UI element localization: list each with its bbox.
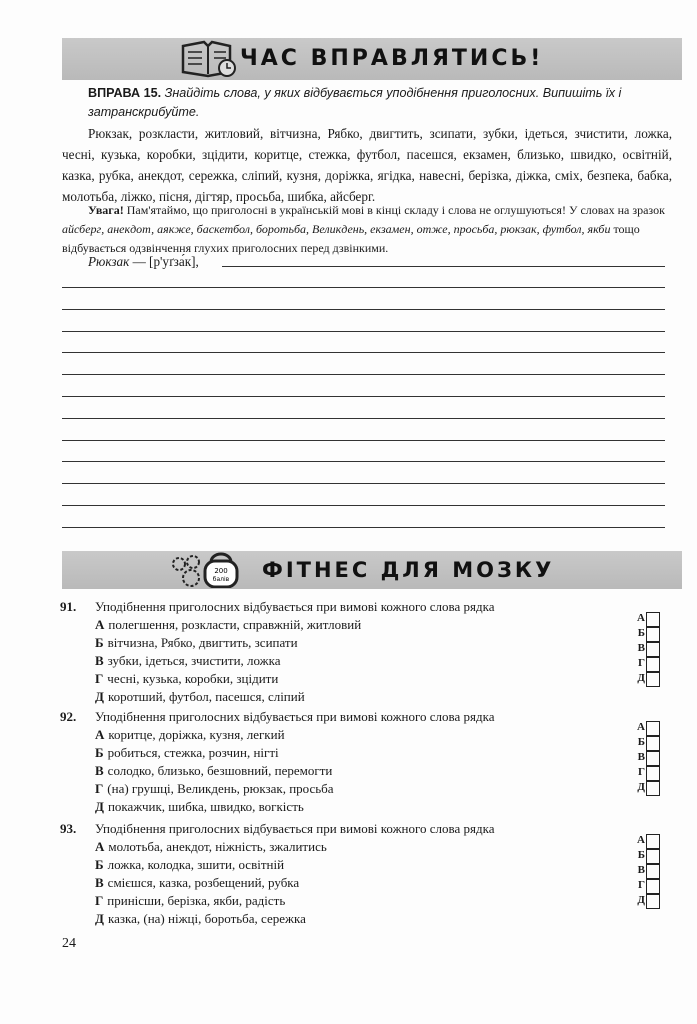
banner-title: ЧАС ВПРАВЛЯТИСЬ!	[240, 46, 544, 71]
word-list: Рюкзак, розкласти, житловий, вітчизна, Рябко, двигтить, зсипати, зубки, ідеться, зчистити, ложка, чесні, кузька, коробки, зцідити, коритце, стежка, футбол, пасешся, екзамен, близько, швидко, освітній, казка, рубка, анекдот, сережка, сліпий, кузня, доріжка, ягідка, навесні, берізка, діжка, сміх, безпека, бабка, молотьба, ліжко, пісня, дігтяр, просьба, шибка, айсберг.	[62, 126, 672, 204]
exercise-instruction	[88, 84, 678, 122]
question-number: 91.	[60, 599, 77, 614]
section-banner-fitness	[62, 551, 682, 589]
checkbox-letter: В	[637, 864, 645, 876]
answer-line[interactable]	[62, 418, 665, 419]
checkbox-letter: В	[637, 642, 645, 654]
checkbox-square[interactable]	[646, 721, 660, 736]
answer-line[interactable]	[62, 440, 665, 441]
option-text: ложка, колодка, зшити, освітній	[107, 857, 285, 872]
note-text: Пам'ятаймо, що приголосні в українській мові в кінці складу і слова не оглушуються! У словах на зразок	[123, 203, 665, 217]
checkbox-square[interactable]	[646, 864, 660, 879]
answer-checkbox[interactable]	[636, 879, 660, 894]
option-text: коритце, доріжка, кузня, легкий	[108, 727, 285, 742]
answer-option	[95, 893, 285, 909]
option-letter: Г	[95, 893, 104, 908]
answer-checkbox[interactable]	[636, 721, 660, 736]
option-text: вітчизна, Рябко, двигтить, зсипати	[107, 635, 298, 650]
checkbox-letter: В	[637, 751, 645, 763]
answer-checkbox[interactable]	[636, 642, 660, 657]
answer-checkbox[interactable]	[636, 849, 660, 864]
checkbox-square[interactable]	[646, 736, 660, 751]
checkbox-square[interactable]	[646, 627, 660, 642]
question-text: Уподібнення приголосних відбувається при вимові кожного слова рядка	[95, 821, 495, 836]
answer-option	[95, 635, 298, 651]
answer-checkbox[interactable]	[636, 736, 660, 751]
checkbox-letter: Б	[637, 736, 645, 748]
option-text: солодко, близько, безшовний, перемогти	[107, 763, 333, 778]
checkbox-letter: А	[637, 612, 645, 624]
option-letter: Г	[95, 671, 104, 686]
answer-option	[95, 781, 334, 797]
answer-option	[95, 689, 305, 705]
option-text: робиться, стежка, розчин, нігті	[107, 745, 279, 760]
answer-checkbox[interactable]	[636, 781, 660, 796]
answer-checkbox[interactable]	[636, 766, 660, 781]
answer-checkbox[interactable]	[636, 627, 660, 642]
checkbox-letter: А	[637, 834, 645, 846]
note-examples: айсберг, анекдот, аякже, баскетбол, боротьба, Великдень, екзамен, отже, просьба, рюкзак, футбол, якби	[62, 222, 611, 236]
checkbox-square[interactable]	[646, 672, 660, 687]
checkbox-letter: Д	[637, 672, 645, 684]
option-letter: А	[95, 839, 105, 854]
answer-line[interactable]	[62, 483, 665, 484]
option-text: принісши, берізка, якби, радість	[107, 893, 286, 908]
answer-option	[95, 745, 279, 761]
option-text: казка, (на) ніжці, боротьба, сережка	[107, 911, 306, 926]
checkbox-letter: А	[637, 721, 645, 733]
checkbox-letter: Д	[637, 894, 645, 906]
checkbox-letter: Б	[637, 849, 645, 861]
answer-line[interactable]	[62, 461, 665, 462]
checkbox-square[interactable]	[646, 879, 660, 894]
sample-transcription: — [р'уґза́к],	[129, 254, 199, 269]
answer-option	[95, 763, 332, 779]
answer-option	[95, 799, 304, 815]
answer-checkbox[interactable]	[636, 751, 660, 766]
book-clock-icon	[180, 40, 238, 78]
question-number: 92.	[60, 709, 77, 724]
section-banner-exercise	[62, 38, 682, 80]
answer-option	[95, 653, 281, 669]
answer-checkbox[interactable]	[636, 672, 660, 687]
answer-line[interactable]	[62, 396, 665, 397]
checkbox-square[interactable]	[646, 834, 660, 849]
option-letter: В	[95, 875, 104, 890]
checkbox-square[interactable]	[646, 894, 660, 909]
checkbox-square[interactable]	[646, 849, 660, 864]
option-letter: В	[95, 653, 104, 668]
answer-option	[95, 671, 278, 687]
answer-line[interactable]	[62, 374, 665, 375]
answer-line[interactable]	[62, 352, 665, 353]
question-text: Уподібнення приголосних відбувається при вимові кожного слова рядка	[95, 709, 495, 724]
checkbox-letter: Г	[638, 657, 645, 669]
option-text: молотьба, анекдот, ніжність, зжалитись	[108, 839, 327, 854]
checkbox-letter: Б	[637, 627, 645, 639]
question-number: 93.	[60, 821, 77, 836]
option-text: смієшся, казка, розбещений, рубка	[107, 875, 300, 890]
answer-line[interactable]	[62, 331, 665, 332]
option-text: зубки, ідеться, зчистити, ложка	[107, 653, 281, 668]
checkbox-square[interactable]	[646, 766, 660, 781]
answer-checkbox[interactable]	[636, 834, 660, 849]
option-letter: А	[95, 617, 105, 632]
option-text: чесні, кузька, коробки, зцідити	[107, 671, 279, 686]
option-letter: Г	[95, 781, 104, 796]
answer-option	[95, 911, 306, 927]
option-letter: В	[95, 763, 104, 778]
checkbox-square[interactable]	[646, 657, 660, 672]
sample-word: Рюкзак	[88, 254, 130, 269]
answer-line[interactable]	[62, 287, 665, 288]
sample-answer	[88, 251, 199, 272]
answer-option	[95, 617, 361, 633]
answer-option	[95, 857, 284, 873]
option-text: (на) грушці, Великдень, рюкзак, просьба	[107, 781, 334, 796]
badge-number: 200	[214, 567, 228, 575]
answer-checkbox[interactable]	[636, 894, 660, 909]
note-paragraph	[62, 201, 672, 258]
answer-checkbox[interactable]	[636, 612, 660, 627]
checkbox-square[interactable]	[646, 612, 660, 627]
checkbox-letter: Д	[637, 781, 645, 793]
option-letter: Д	[95, 799, 104, 814]
option-letter: Б	[95, 745, 104, 760]
answer-line[interactable]	[62, 505, 665, 506]
question-text: Уподібнення приголосних відбувається при вимові кожного слова рядка	[95, 599, 495, 614]
gears-kettlebell-icon	[167, 552, 257, 588]
checkbox-letter: Г	[638, 879, 645, 891]
note-end: тощо відбувається одзвінчення глухих приголосних перед дзвінкими.	[62, 222, 640, 255]
checkbox-square[interactable]	[646, 642, 660, 657]
answer-line[interactable]	[62, 527, 665, 528]
option-text: коротший, футбол, пасешся, сліпий	[107, 689, 305, 704]
option-letter: А	[95, 727, 105, 742]
option-text: покажчик, шибка, швидко, вогкість	[107, 799, 304, 814]
banner-title: ФІТНЕС ДЛЯ МОЗКУ	[262, 558, 555, 582]
option-letter: Д	[95, 911, 104, 926]
answer-checkbox[interactable]	[636, 864, 660, 879]
exercise-label: ВПРАВА 15.	[88, 86, 162, 100]
option-letter: Д	[95, 689, 104, 704]
answer-option	[95, 875, 299, 891]
option-text: полегшення, розкласти, справжній, житловий	[108, 617, 362, 632]
instruction-text: Знайдіть слова, у яких відбувається уподібнення приголосних. Випишіть їх і затранскрибуйте.	[88, 86, 622, 119]
answer-option	[95, 727, 285, 743]
checkbox-letter: Г	[638, 766, 645, 778]
page-number: 24	[62, 936, 76, 951]
option-letter: Б	[95, 857, 104, 872]
answer-option	[95, 839, 327, 855]
option-letter: Б	[95, 635, 104, 650]
checkbox-square[interactable]	[646, 781, 660, 796]
note-label: Увага!	[88, 203, 124, 217]
badge-unit: балів	[212, 576, 230, 583]
answer-checkbox[interactable]	[636, 657, 660, 672]
answer-line[interactable]	[222, 266, 665, 267]
answer-line[interactable]	[62, 309, 665, 310]
checkbox-square[interactable]	[646, 751, 660, 766]
